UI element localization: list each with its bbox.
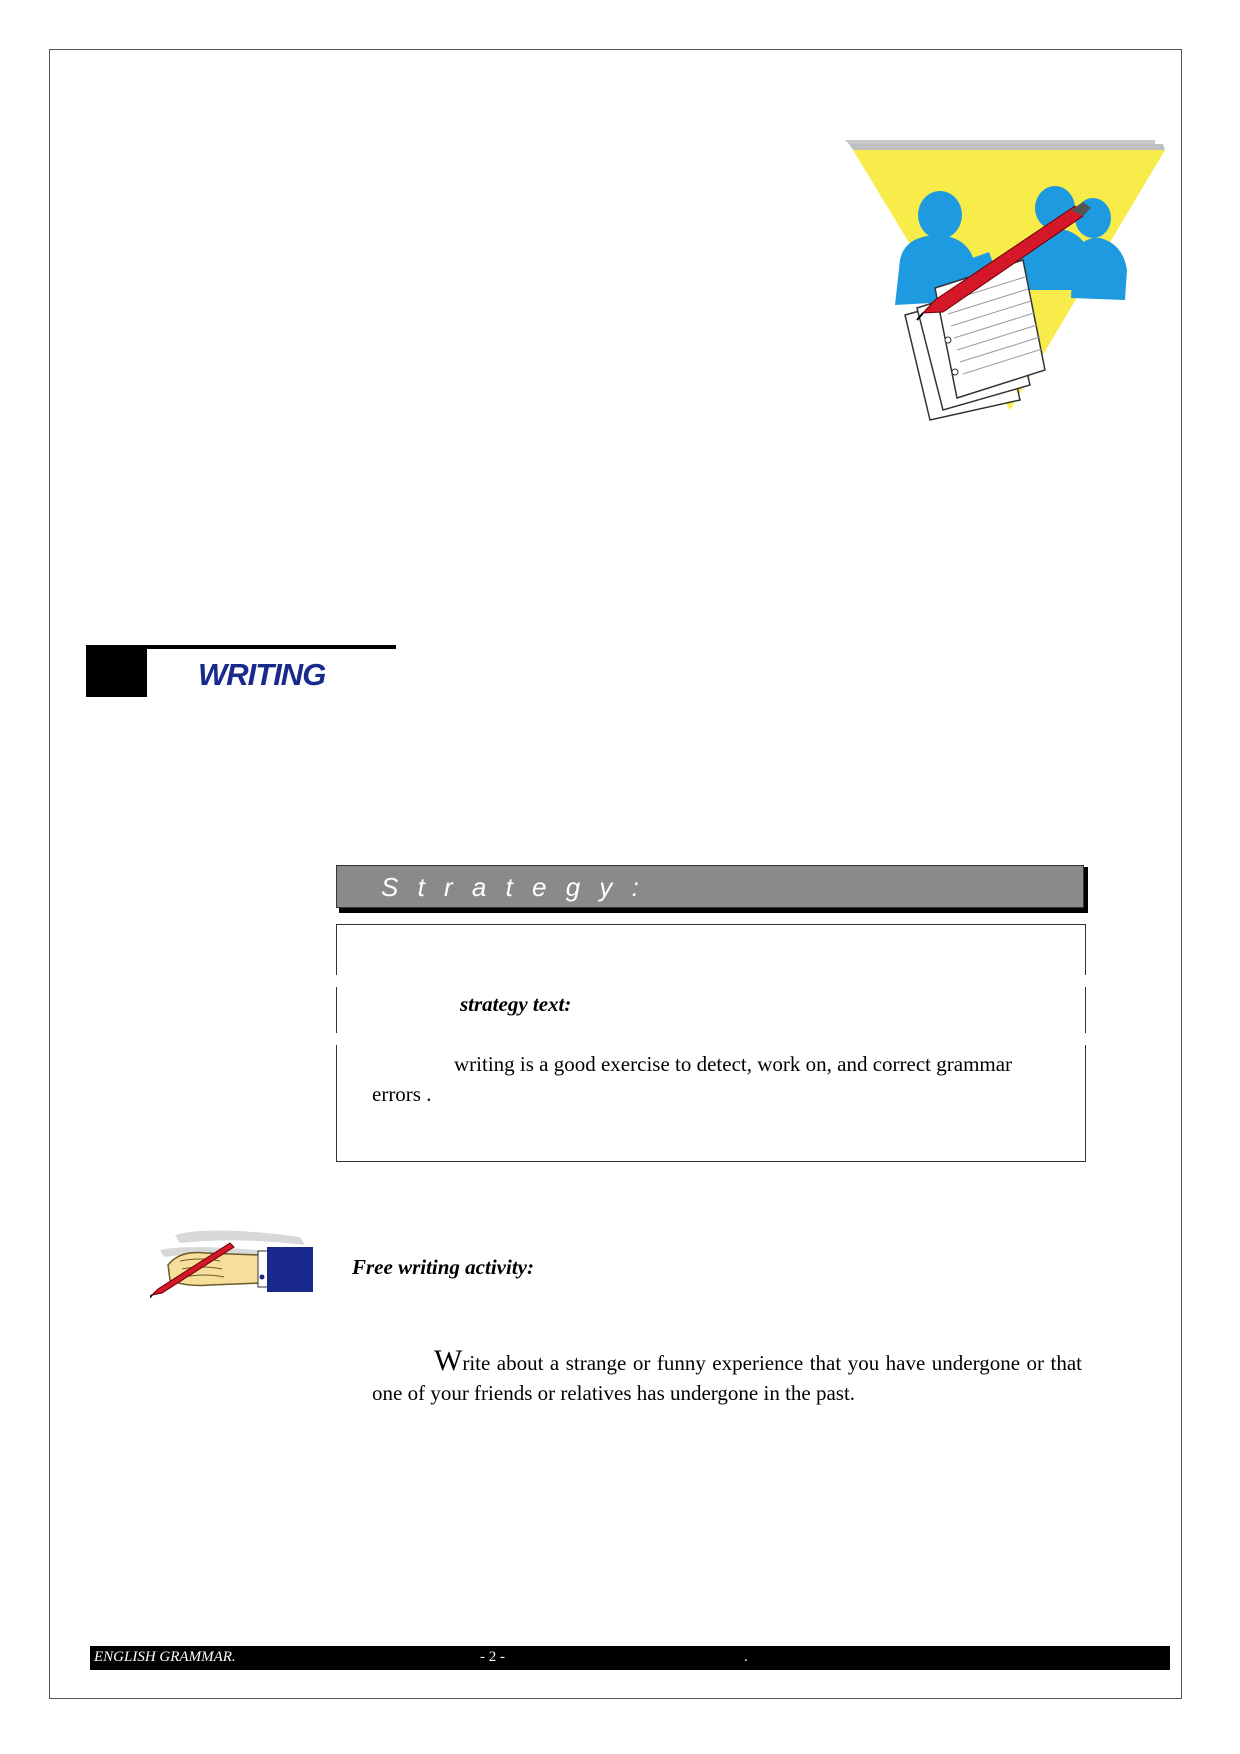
strategy-label: S t r a t e g y : (381, 872, 645, 902)
section-title: WRITING (198, 657, 326, 692)
activity-body (372, 1346, 1082, 1408)
strategy-bar (336, 865, 1084, 908)
footer-dot: . (744, 1649, 748, 1665)
activity-title: Free writing activity: (352, 1255, 534, 1279)
page-number: - 2 - (480, 1649, 505, 1665)
hand-with-pen-icon (150, 1225, 315, 1300)
box-border-gap (1082, 975, 1088, 987)
strategy-box (336, 924, 1086, 1162)
activity-body-text: rite about a strange or funny experience that you have undergone or that one of your friends or relatives has undergone in the past. (372, 1351, 1082, 1405)
footer-bar (90, 1646, 1170, 1670)
heading-block (86, 645, 147, 697)
box-border-gap (1082, 1033, 1088, 1045)
strategy-body: writing is a good exercise to detect, work on, and correct grammar errors . (372, 1052, 1013, 1106)
drop-letter: W (434, 1344, 463, 1377)
box-border-gap (333, 975, 339, 987)
footer-title: ENGLISH GRAMMAR. (94, 1649, 236, 1665)
box-border-gap (333, 1033, 339, 1045)
people-writing-triangle-clipart (845, 140, 1175, 430)
strategy-subheading: strategy text: (460, 992, 572, 1016)
